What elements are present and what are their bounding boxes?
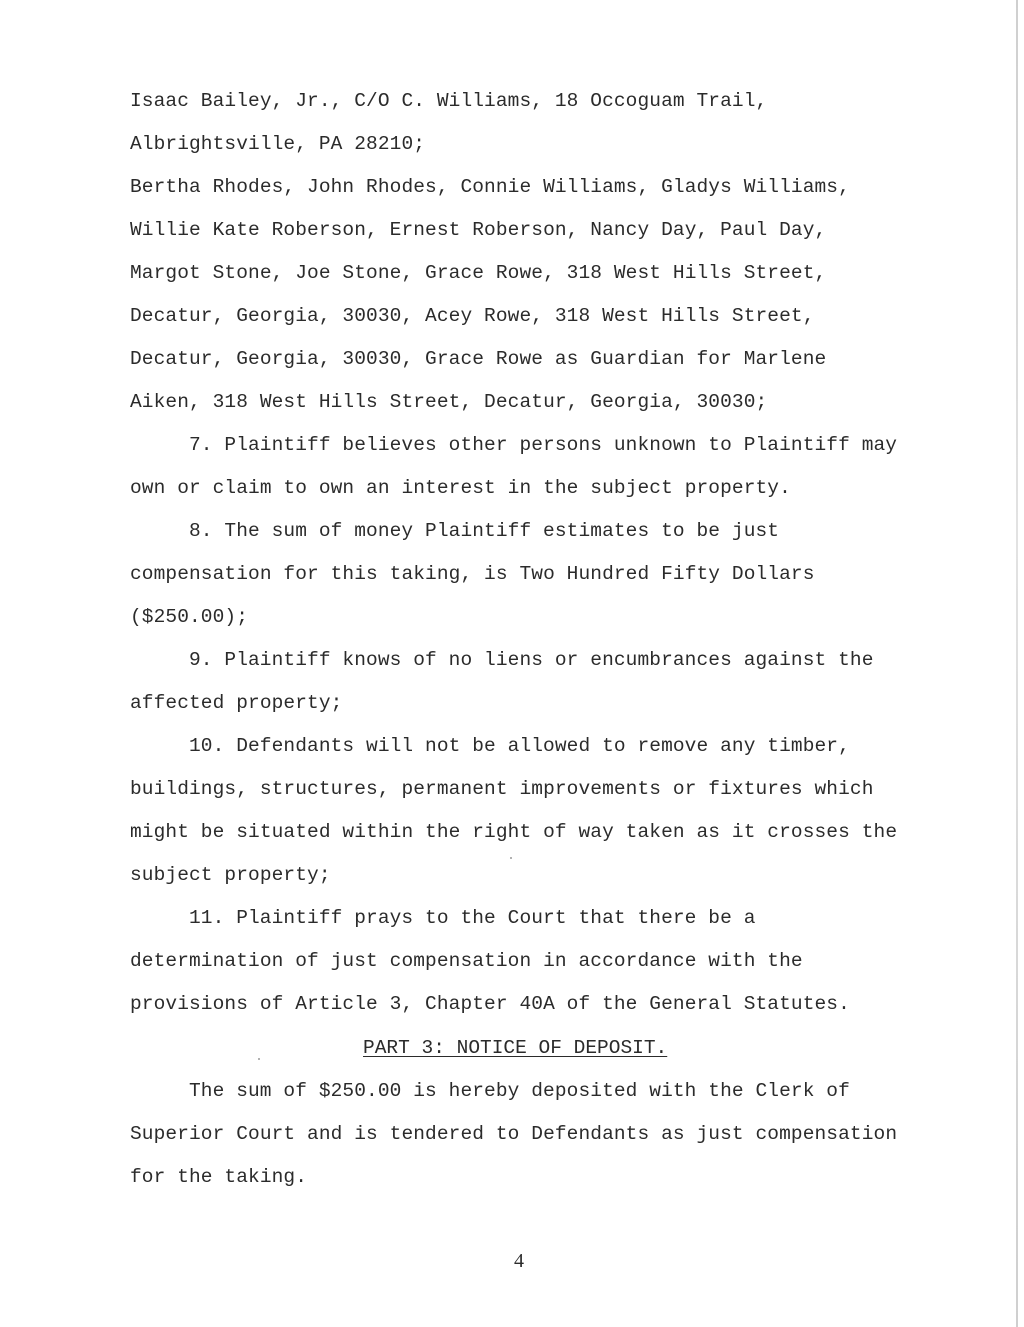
text-line: compensation for this taking, is Two Hundred Fifty Dollars	[130, 563, 815, 585]
paragraph-10-first-line: 10. Defendants will not be allowed to remove any timber,	[189, 735, 850, 757]
text-line: Albrightsville, PA 28210;	[130, 133, 426, 155]
text-line: own or claim to own an interest in the subject property.	[130, 477, 791, 499]
scan-speck	[510, 857, 512, 859]
text-line: Superior Court and is tendered to Defendants as just compensation	[130, 1123, 898, 1145]
page-edge	[1016, 0, 1018, 1327]
text-line: Bertha Rhodes, John Rhodes, Connie Williams, Gladys Williams,	[130, 176, 850, 198]
section-heading: PART 3: NOTICE OF DEPOSIT.	[363, 1037, 668, 1059]
text-line: for the taking.	[130, 1166, 308, 1188]
paragraph-8-first-line: 8. The sum of money Plaintiff estimates to be just	[189, 520, 780, 542]
text-line: Decatur, Georgia, 30030, Grace Rowe as Guardian for Marlene	[130, 348, 827, 370]
text-line: affected property;	[130, 692, 343, 714]
text-line: determination of just compensation in accordance with the	[130, 950, 803, 972]
paragraph-7-first-line: 7. Plaintiff believes other persons unknown to Plaintiff may	[189, 434, 898, 456]
text-line: Aiken, 318 West Hills Street, Decatur, Georgia, 30030;	[130, 391, 768, 413]
text-line: provisions of Article 3, Chapter 40A of the General Statutes.	[130, 993, 850, 1015]
text-line: might be situated within the right of way taken as it crosses the	[130, 821, 898, 843]
text-line: subject property;	[130, 864, 331, 886]
paragraph-9-first-line: 9. Plaintiff knows of no liens or encumbrances against the	[189, 649, 874, 671]
paragraph-11-first-line: 11. Plaintiff prays to the Court that there be a	[189, 907, 756, 929]
deposit-paragraph-first-line: The sum of $250.00 is hereby deposited with the Clerk of	[189, 1080, 850, 1102]
text-line: ($250.00);	[130, 606, 249, 628]
page-number: 4	[514, 1250, 524, 1272]
text-line: Decatur, Georgia, 30030, Acey Rowe, 318 West Hills Street,	[130, 305, 815, 327]
text-line: Isaac Bailey, Jr., C/O C. Williams, 18 Occoguam Trail,	[130, 90, 768, 112]
text-line: Margot Stone, Joe Stone, Grace Rowe, 318 West Hills Street,	[130, 262, 827, 284]
scan-speck	[258, 1058, 260, 1060]
text-line: Willie Kate Roberson, Ernest Roberson, Nancy Day, Paul Day,	[130, 219, 827, 241]
text-line: buildings, structures, permanent improvements or fixtures which	[130, 778, 874, 800]
